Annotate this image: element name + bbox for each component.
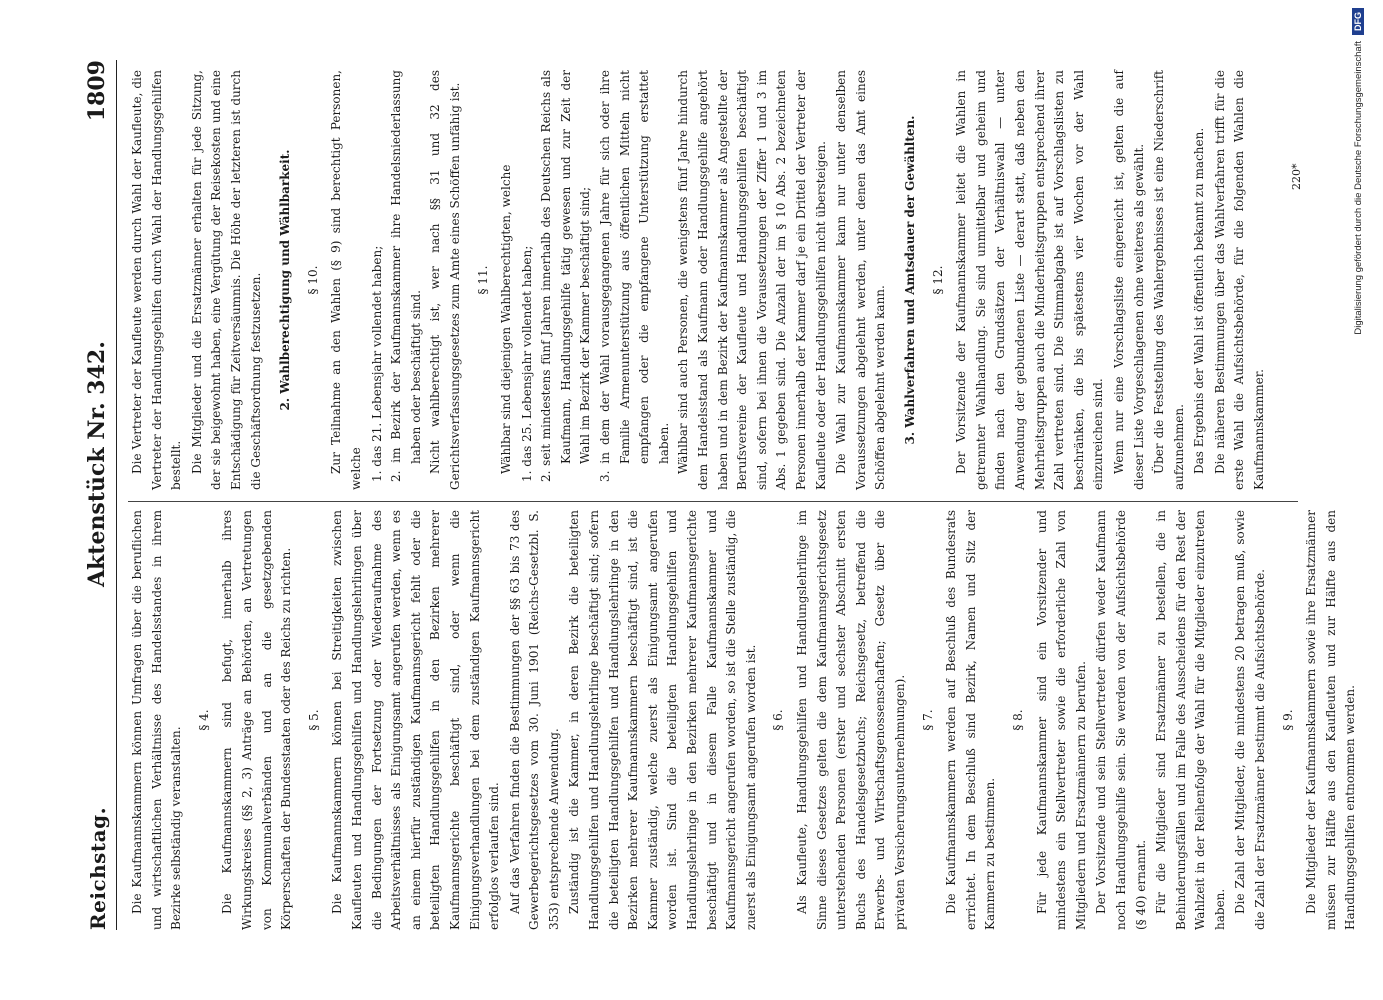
header-center: Aktenstück Nr. 342.: [84, 341, 110, 588]
paragraph: Die Kaufmannskammern können Umfragen über die beruflichen und wirtschaftlichen Verhältnisse des Handelsstandes in ihrem Bezirke selbständig veranstalten.: [130, 510, 184, 930]
paragraph: Die Mitglieder und die Ersatzmänner erhalten für jede Sitzung, der sie beigewohnt haben, eine Vergütung der Reisekosten und eine Entschädigung für Zeitversäumnis. Die Höhe der letzteren ist durch die Geschäftsordnung festzusetzen.: [189, 70, 263, 490]
paragraph: Die Zahl der Mitglieder, die mindestens 20 betragen muß, sowie die Zahl der Ersatzmänner bestimmt die Aufsichtsbehörde.: [1233, 510, 1268, 930]
section-heading: § 9.: [1280, 709, 1295, 731]
paragraph: Die Kaufmannskammern werden auf Beschluß des Bundesrats errichtet. In dem Beschluß sind Bezirk, Namen und Sitz der Kammern zu bestimmen.: [944, 510, 998, 930]
paragraph: Zuständig ist die Kammer, in deren Bezirk die beteiligten Handlungsgehilfen und Handlungslehrlinge beschäftigt sind; sofern die beteiligten Handlungsgehilfen und Handlungslehrlinge in den Bezirken mehrerer Kaufmannskammern beschäftigt sind, ist die Kammer zuständig, welche zuerst als Einigungsamt angerufen worden ist. Sind die beteiligten Handlungsgehilfen und Handlungslehrlinge in den Bezirken mehrerer Kaufmannsgerichte beschäftigt und in diesem Falle Kaufmannskammer und Kaufmannsgericht angerufen worden, so ist die Stelle zuständig, die zuerst als Einigungsamt angerufen worden ist.: [567, 510, 758, 930]
list-item: 3. in dem der Wahl vorausgegangenen Jahre für sich oder ihre Familie Armenunterstützung aus öffentlichen Mitteln nicht empfangen oder die empfangene Unterstützung erstattet haben.: [598, 70, 671, 482]
section-heading: § 8.: [1010, 709, 1025, 731]
paragraph: Als Kaufleute, Handlungsgehilfen und Handlungslehrlinge im Sinne dieses Gesetzes gelten die dem Kaufmannsgerichtsgesetz unterstehenden Personen (erster und sechster Abschnitt ersten Buchs des Handelsgesetzbuchs; Reichsgesetz, betreffend die Erwerbs- und Wirtschaftsgenossenschaften; Gesetz über die privaten Versicherungsunternehmungen).: [795, 510, 907, 930]
paragraph: Die Mitglieder der Kaufmannskammern sowie ihre Ersatzmänner müssen zur Hälfte aus den Kaufleuten und zur Hälfte aus den Handlungsgehilfen entnommen werden.: [1304, 510, 1358, 930]
paragraph: Der Vorsitzende der Kaufmannskammer leitet die Wahlen in getrennter Wahlhandlung. Sie sind unmittelbar und geheim und finden nach den Grundsätzen der Verhältniswahl — unter Anwendung der gebundenen Liste — derart statt, daß neben den Mehrheitsgruppen auch die Minderheitsgruppen entsprechend ihrer Zahl vertreten sind. Die Stimmabgabe ist auf Vorschlagslisten zu beschränken, die bis spätestens vier Wochen vor der Wahl einzureichen sind.: [954, 70, 1106, 490]
paragraph: Wählbar sind auch Personen, die wenigstens fünf Jahre hindurch dem Handelsstand als Kaufmann oder Handlungsgehilfe angehört haben und in dem Bezirk der Kaufmannskammer als Angestellte der Berufsvereine der Kaufleute und Handlungsgehilfen beschäftigt sind, sofern bei ihnen die Voraussetzungen der Ziffer 1 und 3 im Abs. 1 gegeben sind. Die Anzahl der im § 10 Abs. 2 bezeichneten Personen innerhalb der Kammer darf je ein Drittel der Vertreter der Kaufleute oder der Handlungsgehilfen nicht übersteigen.: [676, 70, 828, 490]
paragraph: Die Vertreter der Kaufleute werden durch Wahl der Kaufleute, die Vertreter der Handlungsgehilfen durch Wahl der Handlungsgehilfen bestellt.: [130, 70, 184, 490]
paragraph: Wählbar sind diejenigen Wahlberechtigten, welche: [499, 164, 514, 474]
section-heading: § 6.: [771, 709, 786, 731]
digitization-note: [1347, 8, 1369, 988]
section-heading: § 10.: [305, 265, 320, 295]
section-heading: § 4.: [196, 709, 211, 731]
paragraph: Auf das Verfahren finden die Bestimmungen der §§ 63 bis 73 des Gewerbegerichtsgesetzes vom 30. Juni 1901 (Reichs-Gesetzbl. S. 353) entsprechende Anwendung.: [507, 510, 561, 930]
header-rule: [116, 60, 117, 930]
paragraph: Die Kaufmannskammern können bei Streitigkeiten zwischen Kaufleuten und Handlungsgehilfen und Handlungslehrlingen über die Bedingungen der Fortsetzung oder Wiederaufnahme des Arbeitsverhältnisses als Einigungsamt angerufen werden, wenn es an einem hierfür zuständigen Kaufmannsgericht fehlt oder die beteiligten Handlungsgehilfen in den Bezirken mehrerer Kaufmannsgerichte beschäftigt sind, oder wenn die Einigungsverhandlungen bei dem zuständigen Kaufmannsgericht erfolglos verlaufen sind.: [330, 510, 502, 930]
paragraph: Die näheren Bestimmungen über das Wahlverfahren trifft für die erste Wahl die Aufsichtsbehörde, für die folgenden Wahlen die Kaufmannskammer.: [1212, 70, 1267, 490]
left-column: [128, 510, 1362, 930]
printer-signature: 220*: [1290, 163, 1303, 190]
list-item: 2. seit mindestens fünf Jahren innerhalb des Deutschen Reichs als Kaufmann, Handlungsgehilfe tätig gewesen und zur Zeit der Wahl im Bezirk der Kammer beschäftigt sind;: [539, 70, 593, 482]
list-item: 1. das 25. Lebensjahr vollendet haben;: [519, 245, 534, 482]
paragraph: Über die Feststellung des Wahlergebnisses ist eine Niederschrift aufzunehmen.: [1152, 70, 1186, 490]
section-heading: § 5.: [306, 709, 321, 731]
dfg-logo: DFG: [1352, 8, 1364, 35]
paragraph: Wenn nur eine Vorschlagsliste eingereicht ist, gelten die auf dieser Liste Vorgeschlagenen ohne weiteres als gewählt.: [1111, 70, 1146, 490]
page-number: 1809: [84, 60, 110, 122]
paragraph: Nicht wahlberechtigt ist, wer nach §§ 31 und 32 des Gerichtsverfassungsgesetzes zum Amte eines Schöffen unfähig ist.: [428, 70, 462, 490]
header-left: Reichstag.: [86, 806, 110, 930]
section-title: 3. Wahlverfahren und Amtsdauer der Gewählten.: [902, 115, 917, 445]
numbered-list: [368, 70, 427, 490]
paragraph: Zur Teilnahme an den Wahlen (§ 9) sind berechtigt Personen, welche: [329, 70, 363, 490]
paragraph: Die Wahl zur Kaufmannskammer kann nur unter denselben Voraussetzungen abgelehnt werden, unter denen das Amt eines Schöffen abgelehnt werden kann.: [834, 70, 888, 490]
section-title: 2. Wahlberechtigung und Wählbarkeit.: [278, 149, 293, 411]
paragraph: Für die Mitglieder sind Ersatzmänner zu bestellen, die in Behinderungsfällen und im Falle des Ausscheidens für den Rest der Wahlzeit in der Reihenfolge der Wahl für die Mitglieder einzutreten haben.: [1154, 510, 1227, 930]
list-item: 2. im Bezirk der Kaufmannskammer ihre Handelsniederlassung haben oder beschäftigt sind.: [389, 70, 423, 482]
section-heading: § 7.: [920, 709, 935, 731]
right-column: [128, 70, 1271, 490]
paragraph: Das Ergebnis der Wahl ist öffentlich bekannt zu machen.: [1192, 127, 1207, 474]
section-heading: § 12.: [930, 265, 945, 295]
list-item: 1. das 21. Lebensjahr vollendet haben;: [369, 245, 384, 482]
numbered-list: [518, 70, 675, 490]
digitization-text: Digitalisierung gefördert durch die Deutsche Forschungsgemeinschaft: [1352, 41, 1364, 335]
section-heading: § 11.: [475, 265, 490, 295]
paragraph: Für jede Kaufmannskammer sind ein Vorsitzender und mindestens ein Stellvertreter sowie die erforderliche Zahl von Mitgliedern und Ersatzmännern zu berufen.: [1034, 510, 1088, 930]
paragraph: Die Kaufmannskammern sind befugt, innerhalb ihres Wirkungskreises (§§ 2, 3) Anträge an Behörden, an Vertretungen von Kommunalverbänden und an die gesetzgebenden Körperschaften der Bundesstaaten oder des Reichs zu richten.: [220, 510, 294, 930]
paragraph: Der Vorsitzende und sein Stellvertreter dürfen weder Kaufmann noch Handlungsgehilfe sein. Sie werden von der Aufsichtsbehörde (§ 40) ernannt.: [1094, 510, 1148, 930]
page-header: [70, 60, 110, 930]
column-divider: [128, 501, 1298, 502]
